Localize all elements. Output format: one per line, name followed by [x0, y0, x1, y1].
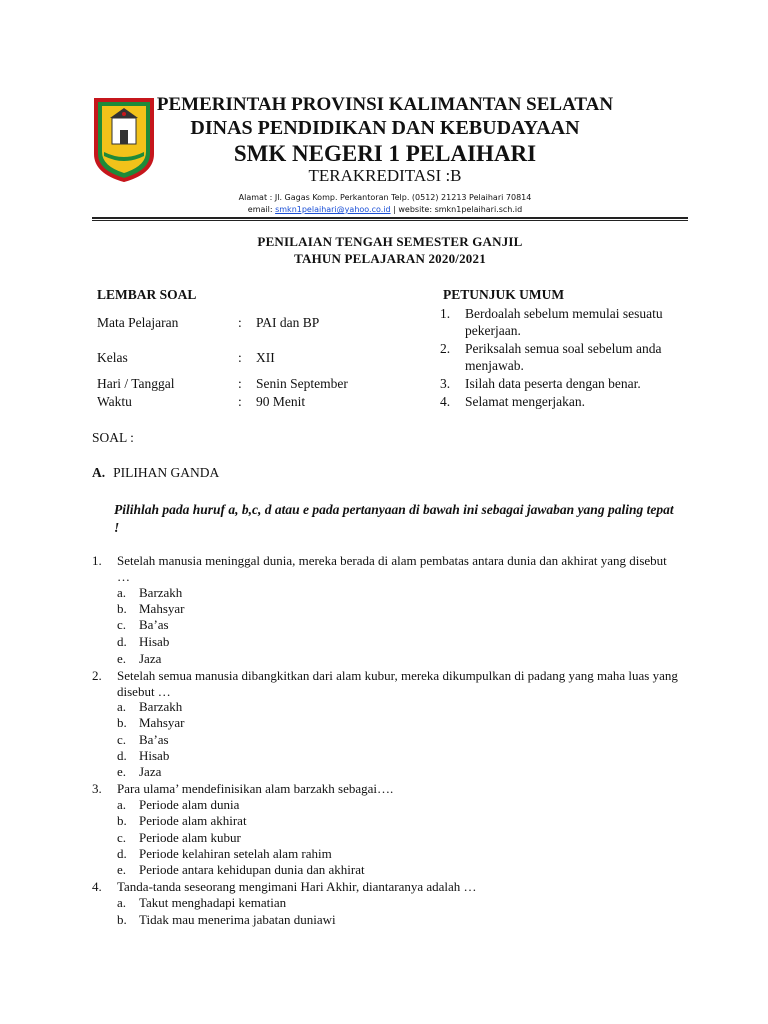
question-2-option-d[interactable]: d. Hisab [117, 748, 170, 763]
question-number: 3. [92, 781, 102, 796]
info-label-subject: Mata Pelajaran [97, 315, 179, 330]
info-sep-date: : [238, 376, 242, 391]
info-sep-class: : [238, 350, 242, 365]
sheet-heading: LEMBAR SOAL [97, 287, 197, 302]
question-1-option-e[interactable]: e. Jaza [117, 651, 162, 666]
info-label-class: Kelas [97, 350, 128, 365]
question-2 [92, 668, 692, 702]
info-label-time: Waktu [97, 394, 132, 409]
question-4-option-b[interactable]: b. Tidak mau menerima jabatan duniawi [117, 912, 336, 927]
question-1-option-d[interactable]: d. Hisab [117, 634, 170, 649]
exam-title: PENILAIAN TENGAH SEMESTER GANJIL [257, 234, 523, 249]
instruction-number: 4. [440, 394, 451, 409]
question-number: 4. [92, 879, 102, 894]
header-contact [150, 205, 620, 214]
section-a-title: PILIHAN GANDA [113, 465, 220, 480]
province-emblem-logo [92, 96, 156, 182]
website-text: | website: smkn1pelaihari.sch.id [390, 205, 523, 214]
question-4 [92, 879, 692, 896]
question-text: Setelah semua manusia dibangkitkan dari alam kubur, mereka dikumpulkan di padang yang maha luas yang disebut … [117, 668, 678, 699]
header-school-name: SMK NEGERI 1 PELAIHARI [233, 141, 537, 166]
section-a-heading [92, 465, 219, 481]
question-text: Setelah manusia meninggal dunia, mereka berada di alam pembatas antara dunia dan akhirat yang disebut … [117, 553, 667, 584]
question-1-option-c[interactable]: c. Ba’as [117, 617, 169, 632]
instruction-number: 3. [440, 376, 451, 391]
question-1 [92, 553, 692, 587]
info-value-subject: PAI dan BP [256, 315, 320, 330]
question-2-option-a[interactable]: a. Barzakh [117, 699, 183, 714]
questions-label: SOAL : [92, 430, 134, 445]
question-4-option-a[interactable]: a. Takut menghadapi kematian [117, 895, 287, 910]
instruction-number: 2. [440, 341, 451, 356]
instructions-list [440, 305, 700, 415]
question-2-option-c[interactable]: c. Ba’as [117, 732, 169, 747]
email-link[interactable]: smkn1pelaihari@yahoo.co.id [275, 205, 391, 214]
header-department: DINAS PENDIDIKAN DAN KEBUDAYAAN [190, 117, 580, 139]
info-sep-time: : [238, 394, 242, 409]
instruction-text: Berdoalah sebelum memulai sesuatu pekerjaan. [465, 306, 663, 338]
instructions-heading: PETUNJUK UMUM [443, 287, 565, 302]
question-number: 2. [92, 668, 102, 683]
question-2-option-e[interactable]: e. Jaza [117, 764, 162, 779]
info-label-date: Hari / Tanggal [97, 376, 175, 391]
question-3 [92, 781, 692, 798]
section-a-letter: A. [92, 465, 106, 480]
question-text: Para ulama’ mendefinisikan alam barzakh sebagai…. [117, 781, 394, 796]
question-3-option-b[interactable]: b. Periode alam akhirat [117, 813, 247, 828]
header-divider-thin [92, 220, 688, 221]
email-label: email: [247, 205, 276, 214]
info-value-time: 90 Menit [256, 394, 306, 409]
info-value-date: Senin September [256, 376, 348, 391]
header-divider-thick [92, 217, 688, 219]
header-address: Alamat : Jl. Gagas Komp. Perkantoran Telp. (0512) 21213 Pelaihari 70814 [238, 193, 532, 202]
instruction-text: Isilah data peserta dengan benar. [465, 376, 641, 391]
question-3-option-c[interactable]: c. Periode alam kubur [117, 830, 241, 845]
instruction-text: Selamat mengerjakan. [465, 394, 585, 409]
info-value-class: XII [256, 350, 275, 365]
answer-directions: Pilihlah pada huruf a, b,c, d atau e pada pertanyaan di bawah ini sebagai jawaban yang paling tepat ! [114, 502, 674, 535]
exam-year: TAHUN PELAJARAN 2020/2021 [294, 251, 486, 266]
header-government: PEMERINTAH PROVINSI KALIMANTAN SELATAN [156, 94, 614, 115]
info-sep-subject: : [238, 315, 242, 330]
question-2-option-b[interactable]: b. Mahsyar [117, 715, 185, 730]
question-3-option-e[interactable]: e. Periode antara kehidupan dunia dan akhirat [117, 862, 365, 877]
question-text: Tanda-tanda seseorang mengimani Hari Akhir, diantaranya adalah … [117, 879, 477, 894]
question-1-option-a[interactable]: a. Barzakh [117, 585, 183, 600]
header-accreditation: TERAKREDITASI :B [308, 166, 462, 185]
instruction-number: 1. [440, 306, 451, 321]
question-number: 1. [92, 553, 102, 568]
instruction-text: Periksalah semua soal sebelum anda menjawab. [465, 341, 662, 373]
question-3-option-d[interactable]: d. Periode kelahiran setelah alam rahim [117, 846, 332, 861]
question-1-option-b[interactable]: b. Mahsyar [117, 601, 185, 616]
question-3-option-a[interactable]: a. Periode alam dunia [117, 797, 240, 812]
